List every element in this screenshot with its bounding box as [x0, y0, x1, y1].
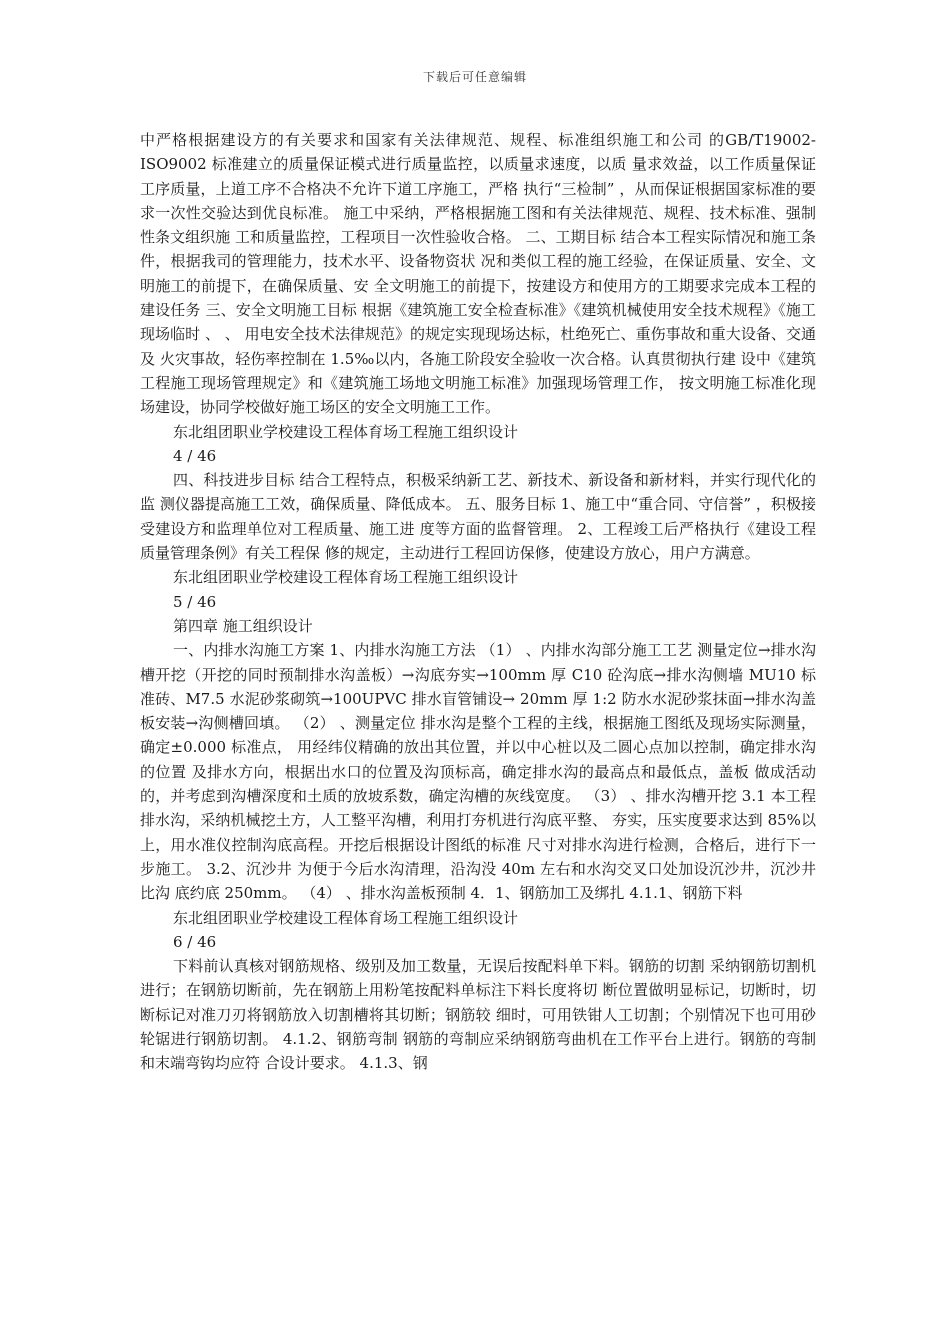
paragraph-rebar-cutting: 下料前认真核对钢筋规格、级别及加工数量，无误后按配料单下料。钢筋的切割 采纳钢筋切割机进行；在钢筋切断前，先在钢筋上用粉笔按配料单标注下料长度将切 断位置做明显标记，切断时，切断标记对准刀刃将钢筋放入切割槽将其切断；钢筋较 细时，可用铁钳人工切割；个别情况下也可用砂轮锯进行钢筋切割。 4.1.2、钢筋弯制 钢筋的弯制应采纳钢筋弯曲机在工作平台上进行。钢筋的弯制和末端弯钩均应符 合设计要求。 4.1.3、钢 [140, 957, 816, 1073]
paragraph-quality-safety-goals: 中严格根据建设方的有关要求和国家有关法律规范、规程、标准组织施工和公司 的GB/T19002-ISO9002 标准建立的质量保证模式进行质量监控，以质量求速度，以质 量求效益，以工作质量保证工序质量，上道工序不合格决不允许下道工序施工，严格 执行“三检制” ，从而保证根据国家标准的要求一次性交验达到优良标准。 施工中采纳，严格根据施工图和有关法律规范、规程、技术标准、强制性条文组织施 工和质量监控，工程项目一次性验收合格。 二、工期目标 结合本工程实际情况和施工条件，根据我司的管理能力，技术水平、设备物资状 况和类似工程的施工经验，在保证质量、安全、文明施工的前提下，在确保质量、安 全文明施工的前提下，按建设方和使用方的工期要求完成本工程的建设任务 三、安全文明施工目标 根据《建筑施工安全检查标准》《建筑机械使用安全技术规程》《施工现场临时 、 、 用电安全技术法律规范》的规定实现现场达标，杜绝死亡、重伤事故和重大设备、交通及 火灾事故，轻伤率控制在 1.5‰以内，各施工阶段安全验收一次合格。认真贯彻执行建 设中《建筑工程施工现场管理规定》和《建筑施工场地文明施工标准》加强现场管理工作， 按文明施工标准化现场建设，协同学校做好施工场区的安全文明施工工作。 [140, 131, 816, 417]
page-header: 下载后可任意编辑 [422, 70, 527, 84]
running-title: 东北组团职业学校建设工程体育场工程施工组织设计 [173, 568, 519, 587]
chapter-heading: 第四章 施工组织设计 [173, 616, 313, 635]
running-title: 东北组团职业学校建设工程体育场工程施工组织设计 [173, 422, 519, 441]
page-number: 6 / 46 [173, 932, 217, 951]
paragraph-drainage-method: 一、内排水沟施工方案 1、内排水沟施工方法 （1） 、内排水沟部分施工工艺 测量定位→排水沟槽开挖（开挖的同时预制排水沟盖板）→沟底夯实→100mm 厚 C10 砼沟底→排水沟侧墙 MU10 标准砖、M7.5 水泥砂浆砌筑→100UPVC 排水盲管铺设→ 20mm 厚 1:2 防水水泥砂浆抹面→排水沟盖板安装→沟侧槽回填。 （2） 、测量定位 排水沟是整个工程的主线，根据施工图纸及现场实际测量，确定±0.000 标准点， 用经纬仪精确的放出其位置，并以中心桩以及二圆心点加以控制，确定排水沟的位置 及排水方向，根据出水口的位置及沟顶标高，确定排水沟的最高点和最低点，盖板 做成活动的，并考虑到沟槽深度和土质的放坡系数，确定沟槽的灰线宽度。 （3） 、排水沟槽开挖 3.1 本工程排水沟，采纳机械挖土方，人工整平沟槽，利用打夯机进行沟底平整、 夯实，压实度要求达到 85%以上，用水准仪控制沟底高程。开挖后根据设计图纸的标准 尺寸对排水沟进行检测，合格后，进行下一步施工。 3.2、沉沙井 为便于今后水沟清理，沿沟没 40m 左右和水沟交叉口处加设沉沙井，沉沙井比沟 底约底 250mm。 （4） 、排水沟盖板预制 4．1、钢筋加工及绑扎 4.1.1、钢筋下料 [140, 641, 816, 903]
paragraph-tech-service-goals: 四、科技进步目标 结合工程特点，积极采纳新工艺、新技术、新设备和新材料，并实行现代化的监 测仪器提高施工工效，确保质量、降低成本。 五、服务目标 1、施工中“重合同、守信誉” ，积极接受建设方和监理单位对工程质量、施工进 度等方面的监督管理。 2、工程竣工后严格执行《建设工程质量管理条例》有关工程保 修的规定，主动进行工程回访保修，使建设方放心，用户方满意。 [140, 471, 816, 563]
running-title: 东北组团职业学校建设工程体育场工程施工组织设计 [173, 908, 519, 927]
page-number: 5 / 46 [173, 592, 217, 611]
page-number: 4 / 46 [173, 446, 217, 465]
document-body [140, 128, 816, 1076]
